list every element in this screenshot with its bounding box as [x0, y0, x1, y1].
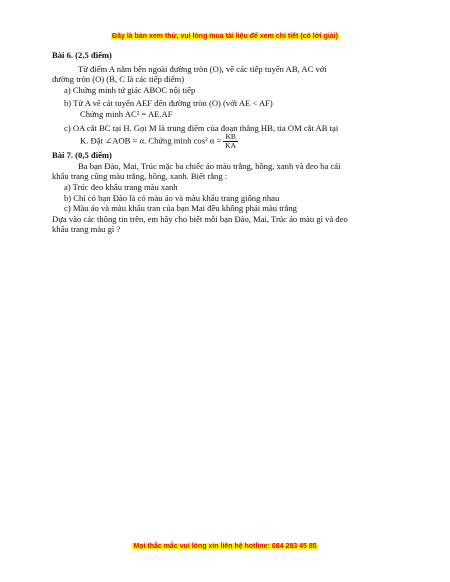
bai7-condition-a: a) Trúc đeo khẩu trang màu xanh [64, 181, 178, 192]
bai7-intro-line1: Ba bạn Đào, Mai, Trúc mặc ba chiếc áo màu trắng, hồng, xanh và đeo ba cái [78, 160, 341, 171]
bai7-condition-c: c) Màu áo và màu khẩu tran của bạn Mai đều không phải màu trắng [64, 203, 297, 214]
preview-notice-banner [0, 25, 450, 43]
bai6-part-b-line1: b) Từ A vẽ cát tuyến AEF đến đường tròn (O) (với AE < AF) [64, 98, 273, 109]
bai6-part-a: a) Chứng minh tứ giác ABOC nội tiếp [64, 84, 196, 95]
bai6-part-b-line2: Chứng minh AC² = AE.AF [80, 108, 173, 119]
preview-notice-text: Đây là bản xem thử, vui lòng mua tài liệu để xem chi tiết (có lời giải) [112, 33, 338, 40]
bai6-part-c-text: K. Đặt ∠AOB = α. Chứng minh [80, 135, 192, 146]
bai6-heading: Bài 6. (2,5 điểm) [52, 50, 112, 60]
bai7-condition-b: b) Chỉ có bạn Đào là có màu áo và màu khẩu trang giống nhau [64, 192, 280, 203]
bai6-part-c-line2 [52, 133, 422, 150]
formula-fraction [223, 133, 237, 150]
bai7-heading: Bài 7. (0,5 điểm) [52, 150, 112, 161]
bai6-intro-line1: Từ điểm A nằm bên ngoài đường tròn (O), vẽ các tiếp tuyến AB, AC với [78, 63, 327, 74]
hotline-text: Mọi thắc mắc vui lòng xin liên hệ hotline: 084 283 45 85 [133, 543, 317, 550]
bai6-part-c-line1: c) OA cắt BC tại H. Gọi M là trung điểm của đoạn thẳng HB, tia OM cắt AB tại [64, 122, 339, 133]
bai7-question-line1: Dựa vào các thông tin trên, em hãy cho biết mỗi bạn Đào, Mai, Trúc áo màu gì và đeo [52, 213, 348, 224]
formula-lhs: cos² α = [193, 135, 222, 146]
fraction-denominator: KA [225, 141, 237, 151]
hotline-banner [0, 535, 450, 553]
document-body [52, 50, 422, 235]
bai7-intro-line2: khẩu trang cũng màu trắng, hồng, xanh. Biết rằng : [52, 171, 228, 182]
bai6-intro-line2: đường tròn (O) (B, C là các tiếp điểm) [52, 74, 185, 85]
bai7-question-line2: khẩu trang màu gì ? [52, 224, 121, 235]
fraction-numerator: KB [225, 132, 236, 142]
